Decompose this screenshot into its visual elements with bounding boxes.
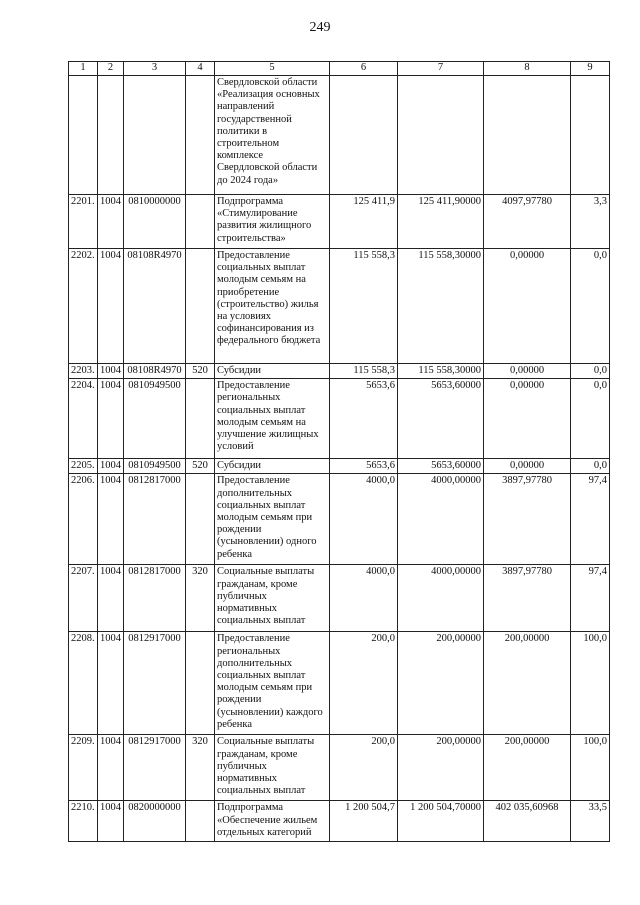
amount-cell bbox=[484, 76, 571, 195]
column-header: 4 bbox=[186, 62, 215, 76]
column-header: 7 bbox=[398, 62, 484, 76]
expense-type-cell bbox=[186, 632, 215, 735]
target-code-cell: 0810000000 bbox=[124, 195, 186, 249]
amount-cell: 115 558,3 bbox=[330, 364, 398, 379]
row-number-cell: 2205. bbox=[69, 459, 98, 474]
amount-cell: 0,00000 bbox=[484, 249, 571, 364]
target-code-cell: 08108R4970 bbox=[124, 364, 186, 379]
amount-cell: 115 558,3 bbox=[330, 249, 398, 364]
budget-table bbox=[68, 61, 610, 842]
percent-cell: 0,0 bbox=[571, 379, 610, 459]
amount-cell: 200,00000 bbox=[484, 632, 571, 735]
amount-cell: 200,00000 bbox=[398, 735, 484, 801]
description-cell: Предоставление региональных дополнительных социальных выплат молодым семьям при рождении (усыновлении) каждого ребенка bbox=[215, 632, 330, 735]
percent-cell: 100,0 bbox=[571, 632, 610, 735]
expense-type-cell bbox=[186, 195, 215, 249]
target-code-cell: 0812817000 bbox=[124, 474, 186, 565]
expense-type-cell bbox=[186, 379, 215, 459]
amount-cell: 4000,0 bbox=[330, 474, 398, 565]
amount-cell: 200,0 bbox=[330, 735, 398, 801]
percent-cell: 0,0 bbox=[571, 364, 610, 379]
section-code-cell: 1004 bbox=[98, 632, 124, 735]
table-row bbox=[69, 801, 610, 842]
amount-cell: 3897,97780 bbox=[484, 565, 571, 632]
amount-cell: 1 200 504,7 bbox=[330, 801, 398, 842]
amount-cell: 1 200 504,70000 bbox=[398, 801, 484, 842]
percent-cell: 97,4 bbox=[571, 474, 610, 565]
target-code-cell: 0812917000 bbox=[124, 735, 186, 801]
row-number-cell: 2206. bbox=[69, 474, 98, 565]
row-number-cell: 2210. bbox=[69, 801, 98, 842]
amount-cell: 125 411,9 bbox=[330, 195, 398, 249]
percent-cell: 3,3 bbox=[571, 195, 610, 249]
amount-cell: 115 558,30000 bbox=[398, 364, 484, 379]
expense-type-cell bbox=[186, 249, 215, 364]
amount-cell: 402 035,60968 bbox=[484, 801, 571, 842]
expense-type-cell: 520 bbox=[186, 459, 215, 474]
column-header: 8 bbox=[484, 62, 571, 76]
row-number-cell: 2202. bbox=[69, 249, 98, 364]
amount-cell: 5653,60000 bbox=[398, 379, 484, 459]
target-code-cell: 0810949500 bbox=[124, 379, 186, 459]
description-cell: Социальные выплаты гражданам, кроме публичных нормативных социальных выплат bbox=[215, 565, 330, 632]
target-code-cell: 0812917000 bbox=[124, 632, 186, 735]
target-code-cell: 0812817000 bbox=[124, 565, 186, 632]
amount-cell: 4000,00000 bbox=[398, 565, 484, 632]
description-cell: Субсидии bbox=[215, 364, 330, 379]
expense-type-cell bbox=[186, 801, 215, 842]
section-code-cell: 1004 bbox=[98, 249, 124, 364]
amount-cell: 5653,60000 bbox=[398, 459, 484, 474]
expense-type-cell bbox=[186, 474, 215, 565]
row-number-cell: 2208. bbox=[69, 632, 98, 735]
amount-cell: 200,0 bbox=[330, 632, 398, 735]
section-code-cell: 1004 bbox=[98, 565, 124, 632]
expense-type-cell: 320 bbox=[186, 565, 215, 632]
amount-cell: 200,00000 bbox=[398, 632, 484, 735]
expense-type-cell: 320 bbox=[186, 735, 215, 801]
section-code-cell: 1004 bbox=[98, 459, 124, 474]
column-header: 1 bbox=[69, 62, 98, 76]
section-code-cell: 1004 bbox=[98, 474, 124, 565]
row-number-cell: 2201. bbox=[69, 195, 98, 249]
column-header: 9 bbox=[571, 62, 610, 76]
table-row bbox=[69, 474, 610, 565]
section-code-cell bbox=[98, 76, 124, 195]
description-cell: Свердловской области «Реализация основных направлений государственной политики в строительном комплексе Свердловской области до 2024 года» bbox=[215, 76, 330, 195]
amount-cell: 5653,6 bbox=[330, 459, 398, 474]
amount-cell: 4000,0 bbox=[330, 565, 398, 632]
amount-cell: 5653,6 bbox=[330, 379, 398, 459]
section-code-cell: 1004 bbox=[98, 379, 124, 459]
amount-cell bbox=[330, 76, 398, 195]
section-code-cell: 1004 bbox=[98, 735, 124, 801]
description-cell: Предоставление региональных социальных выплат молодым семьям на улучшение жилищных условий bbox=[215, 379, 330, 459]
percent-cell: 100,0 bbox=[571, 735, 610, 801]
percent-cell: 97,4 bbox=[571, 565, 610, 632]
column-header: 2 bbox=[98, 62, 124, 76]
expense-type-cell: 520 bbox=[186, 364, 215, 379]
row-number-cell: 2209. bbox=[69, 735, 98, 801]
table-row bbox=[69, 76, 610, 195]
amount-cell: 4097,97780 bbox=[484, 195, 571, 249]
percent-cell: 0,0 bbox=[571, 249, 610, 364]
table-row bbox=[69, 379, 610, 459]
section-code-cell: 1004 bbox=[98, 801, 124, 842]
description-cell: Подпрограмма «Стимулирование развития жилищного строительства» bbox=[215, 195, 330, 249]
amount-cell: 4000,00000 bbox=[398, 474, 484, 565]
row-number-cell: 2204. bbox=[69, 379, 98, 459]
column-header: 6 bbox=[330, 62, 398, 76]
description-cell: Социальные выплаты гражданам, кроме публичных нормативных социальных выплат bbox=[215, 735, 330, 801]
amount-cell bbox=[398, 76, 484, 195]
percent-cell: 33,5 bbox=[571, 801, 610, 842]
column-header: 5 bbox=[215, 62, 330, 76]
section-code-cell: 1004 bbox=[98, 195, 124, 249]
expense-type-cell bbox=[186, 76, 215, 195]
target-code-cell: 0820000000 bbox=[124, 801, 186, 842]
amount-cell: 115 558,30000 bbox=[398, 249, 484, 364]
description-cell: Предоставление социальных выплат молодым семьям на приобретение (строительство) жилья на условиях софинансирования из федерального бюджета bbox=[215, 249, 330, 364]
table-row bbox=[69, 364, 610, 379]
target-code-cell: 08108R4970 bbox=[124, 249, 186, 364]
amount-cell: 0,00000 bbox=[484, 459, 571, 474]
column-header: 3 bbox=[124, 62, 186, 76]
header-row bbox=[69, 62, 610, 76]
row-number-cell bbox=[69, 76, 98, 195]
row-number-cell: 2203. bbox=[69, 364, 98, 379]
amount-cell: 125 411,90000 bbox=[398, 195, 484, 249]
percent-cell bbox=[571, 76, 610, 195]
row-number-cell: 2207. bbox=[69, 565, 98, 632]
amount-cell: 0,00000 bbox=[484, 379, 571, 459]
table-row bbox=[69, 632, 610, 735]
table-row bbox=[69, 195, 610, 249]
table-row bbox=[69, 735, 610, 801]
percent-cell: 0,0 bbox=[571, 459, 610, 474]
description-cell: Предоставление дополнительных социальных выплат молодым семьям при рождении (усыновлении) одного ребенка bbox=[215, 474, 330, 565]
table-row bbox=[69, 565, 610, 632]
page-number: 249 bbox=[309, 20, 331, 35]
amount-cell: 0,00000 bbox=[484, 364, 571, 379]
table-row bbox=[69, 249, 610, 364]
amount-cell: 200,00000 bbox=[484, 735, 571, 801]
amount-cell: 3897,97780 bbox=[484, 474, 571, 565]
description-cell: Субсидии bbox=[215, 459, 330, 474]
section-code-cell: 1004 bbox=[98, 364, 124, 379]
description-cell: Подпрограмма «Обеспечение жильем отдельных категорий bbox=[215, 801, 330, 842]
target-code-cell: 0810949500 bbox=[124, 459, 186, 474]
table-row bbox=[69, 459, 610, 474]
target-code-cell bbox=[124, 76, 186, 195]
